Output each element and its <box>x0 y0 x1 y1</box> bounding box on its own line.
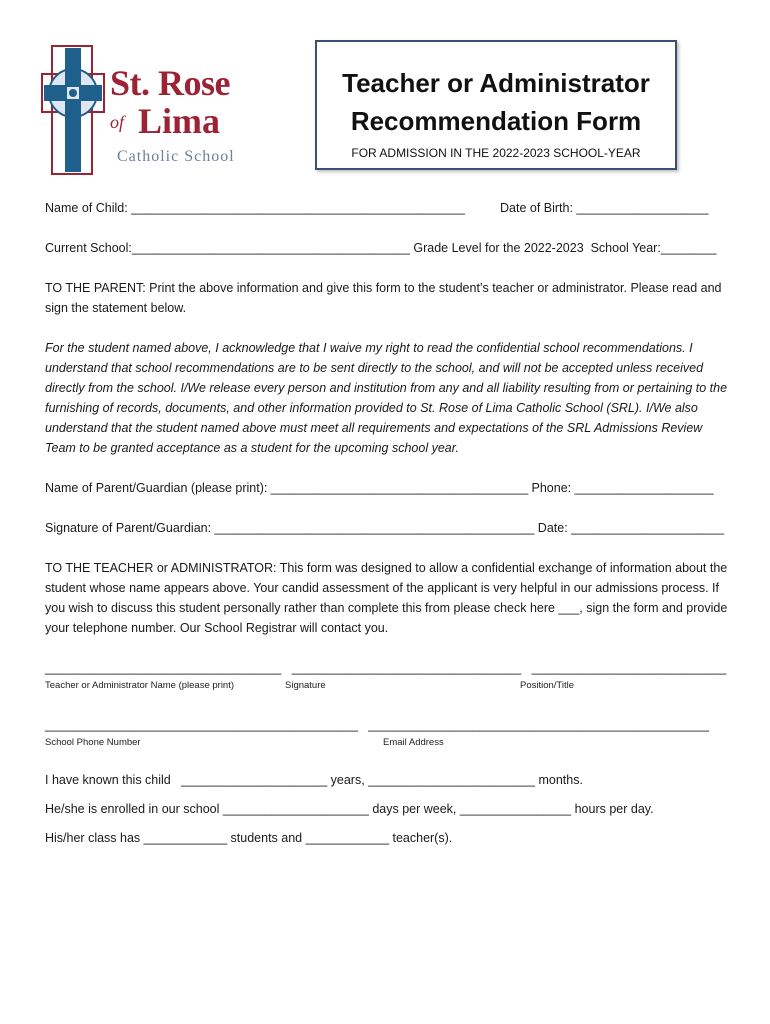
child-name-field[interactable]: Name of Child: ________________________________________________ <box>45 201 465 215</box>
logo-lima: Lima <box>138 101 221 141</box>
logo-st-rose: St. Rose <box>110 63 230 103</box>
contact-info-lines[interactable]: _____________________________________________ _________________________________________________ <box>45 718 709 732</box>
logo-catholic-school: Catholic School <box>117 148 235 165</box>
label-signature: Signature <box>285 680 326 691</box>
teacher-info-lines[interactable]: __________________________________ _________________________________ ____________________________ <box>45 661 727 675</box>
parent-instructions: TO THE PARENT: Print the above information and give this form to the student’s teacher or administrator. Please read and sign the statement below. <box>45 281 722 315</box>
teacher-instructions: TO THE TEACHER or ADMINISTRATOR: This form was designed to allow a confidential exchange of information about the student whose name appears above. Your candid assessment of the applicant is very helpful in our admissions process. If you wish to discuss this student personally rather than complete this from please check here ___, sign the form and provide your telephone number. Our School Registrar will contact you. <box>45 561 728 635</box>
school-logo <box>40 40 280 180</box>
form-title-line2: Recommendation Form <box>350 106 642 136</box>
parent-signature-field[interactable]: Signature of Parent/Guardian: ______________________________________________ Date: ______________________ <box>45 521 725 535</box>
label-email: Email Address <box>383 737 444 748</box>
label-position: Position/Title <box>520 680 575 691</box>
waiver-statement: For the student named above, I acknowledge that I waive my right to read the confidential school recommendations. I understand that school recommendations are to be sent directly to the school, and will not be accepted unless received directly from the school. I/We release every person and institution from any and all liability resulting from or pertaining to the furnishing of records, documents, and other information provided to St. Rose of Lima Catholic School (SRL). I/We also understand that the student named above must meet all requirements and expectations of the SRL Admissions Review Team to be granted acceptance as a student for the upcoming school year. <box>45 341 728 455</box>
parent-name-field[interactable]: Name of Parent/Guardian (please print): _____________________________________ Phone: ____________________ <box>45 481 714 495</box>
current-school-field[interactable]: Current School:________________________________________ Grade Level for the 2022-2023 School Year:________ <box>45 241 717 255</box>
class-size-field[interactable]: His/her class has ____________ students and ____________ teacher(s). <box>45 831 453 845</box>
label-school-phone: School Phone Number <box>45 737 141 748</box>
cross-emblem-icon <box>40 40 110 180</box>
enrollment-field[interactable]: He/she is enrolled in our school _____________________ days per week, ________________ hours per day. <box>45 802 654 816</box>
label-teacher-name: Teacher or Administrator Name (please print) <box>45 680 235 691</box>
title-box <box>315 40 677 170</box>
form-title-line1: Teacher or Administrator <box>342 68 650 98</box>
dob-field[interactable]: Date of Birth: ___________________ <box>500 201 709 215</box>
logo-of: of <box>110 112 125 132</box>
known-duration-field[interactable]: I have known this child _____________________ years, ________________________ months. <box>45 773 583 787</box>
form-subtitle: FOR ADMISSION IN THE 2022-2023 SCHOOL-YEAR <box>351 146 641 160</box>
